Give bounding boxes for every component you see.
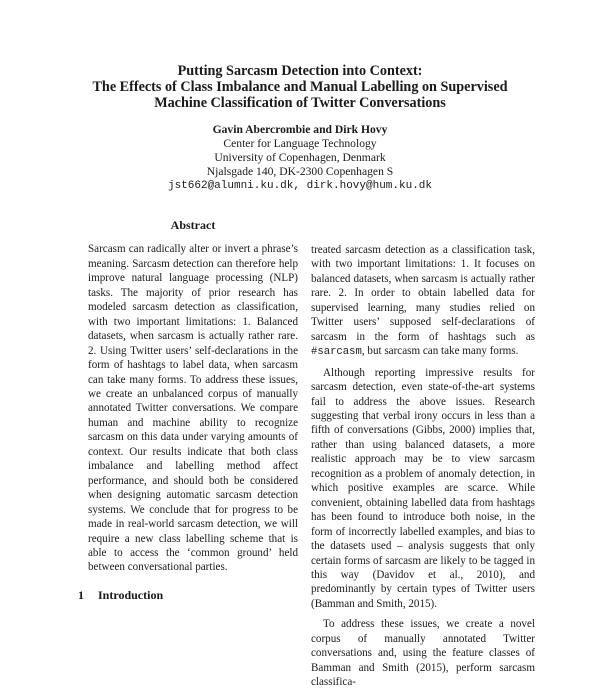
intro-p1-text-b: , but sarcasm can take many forms.	[361, 345, 519, 358]
author-block	[100, 123, 500, 193]
intro-paragraph-2: Although reporting impressive results for sarcasm detection, even state-of-the-art systems fail to address the above issues. Research suggesting that verbal irony occurs in less than a fifth of conversations (Gibbs, 2000) implies that, rather than using balanced datasets, a more realistic approach may be to view sarcasm recognition as a problem of anomaly detection, in which positive examples are scarce. While convenient, obtaining labelled data from hashtags has been found to introduce both noise, in the form of incorrectly labelled examples, and bias to the datasets used – analysis suggests that only certain forms of sarcasm are likely to be tagged in this way (Davidov et al., 2010), and predominantly by certain types of Twitter users (Bamman and Smith, 2015).	[311, 366, 535, 610]
intro-p1-text-a: treated sarcasm detection as a classification task, with two important limitations: 1. It focuses on balanced datasets, when sarcasm is actually rather rare. 2. In order to obtain labelled data for supervised learning, many studies relied on Twitter users’ supposed self-declarations of sarcasm in the form of hashtags such as	[311, 244, 535, 343]
title-line-2: The Effects of Class Imbalance and Manual Labelling on Supervised	[92, 79, 508, 95]
author-emails: jst662@alumni.ku.dk, dirk.hovy@hum.ku.dk	[167, 180, 433, 192]
section-heading-introduction	[78, 588, 177, 603]
section-number: 1	[78, 588, 84, 602]
address: Njalsgade 140, DK-2300 Copenhagen S	[206, 165, 394, 178]
intro-paragraph-1	[311, 243, 535, 360]
abstract-text: Sarcasm can radically alter or invert a phrase’s meaning. Sarcasm detection can therefore help improve natural language processing (NLP) tasks. The majority of prior research has modeled sarcasm detection as classification, with two important limitations: 1. Balanced datasets, when sarcasm is actually rather rare. 2. Using Twitter users’ self-declarations in the form of hashtags to label data, when sarcasm can take many forms. To address these issues, we create an unbalanced corpus of manually annotated Twitter conversations. We compare human and machine ability to recognize sarcasm on this data under varying amounts of context. Our results indicate that both class imbalance and labelling method affect performance, and should both be considered when designing automatic sarcasm detection systems. We conclude that for progress to be made in real-world sarcasm detection, we will require a new class labelling scheme that is able to access the ‘common ground’ held between conversational parties.	[88, 243, 298, 574]
sarcasm-hashtag: #sarcasm	[311, 346, 362, 359]
left-column	[88, 218, 298, 575]
author-names: Gavin Abercrombie and Dirk Hovy	[212, 123, 388, 136]
abstract-heading: Abstract	[170, 218, 216, 232]
title-line-3: Machine Classification of Twitter Conversations	[154, 95, 446, 111]
university: University of Copenhagen, Denmark	[214, 151, 386, 164]
intro-paragraph-3: To address these issues, we create a novel corpus of manually annotated Twitter conversations and, using the feature classes of Bamman and Smith (2015), perform sarcasm classifica-	[311, 618, 535, 689]
paper-title	[40, 63, 560, 111]
affiliation: Center for Language Technology	[223, 137, 377, 150]
title-line-1: Putting Sarcasm Detection into Context:	[177, 63, 423, 79]
section-title: Introduction	[98, 588, 164, 602]
right-column	[311, 243, 535, 696]
